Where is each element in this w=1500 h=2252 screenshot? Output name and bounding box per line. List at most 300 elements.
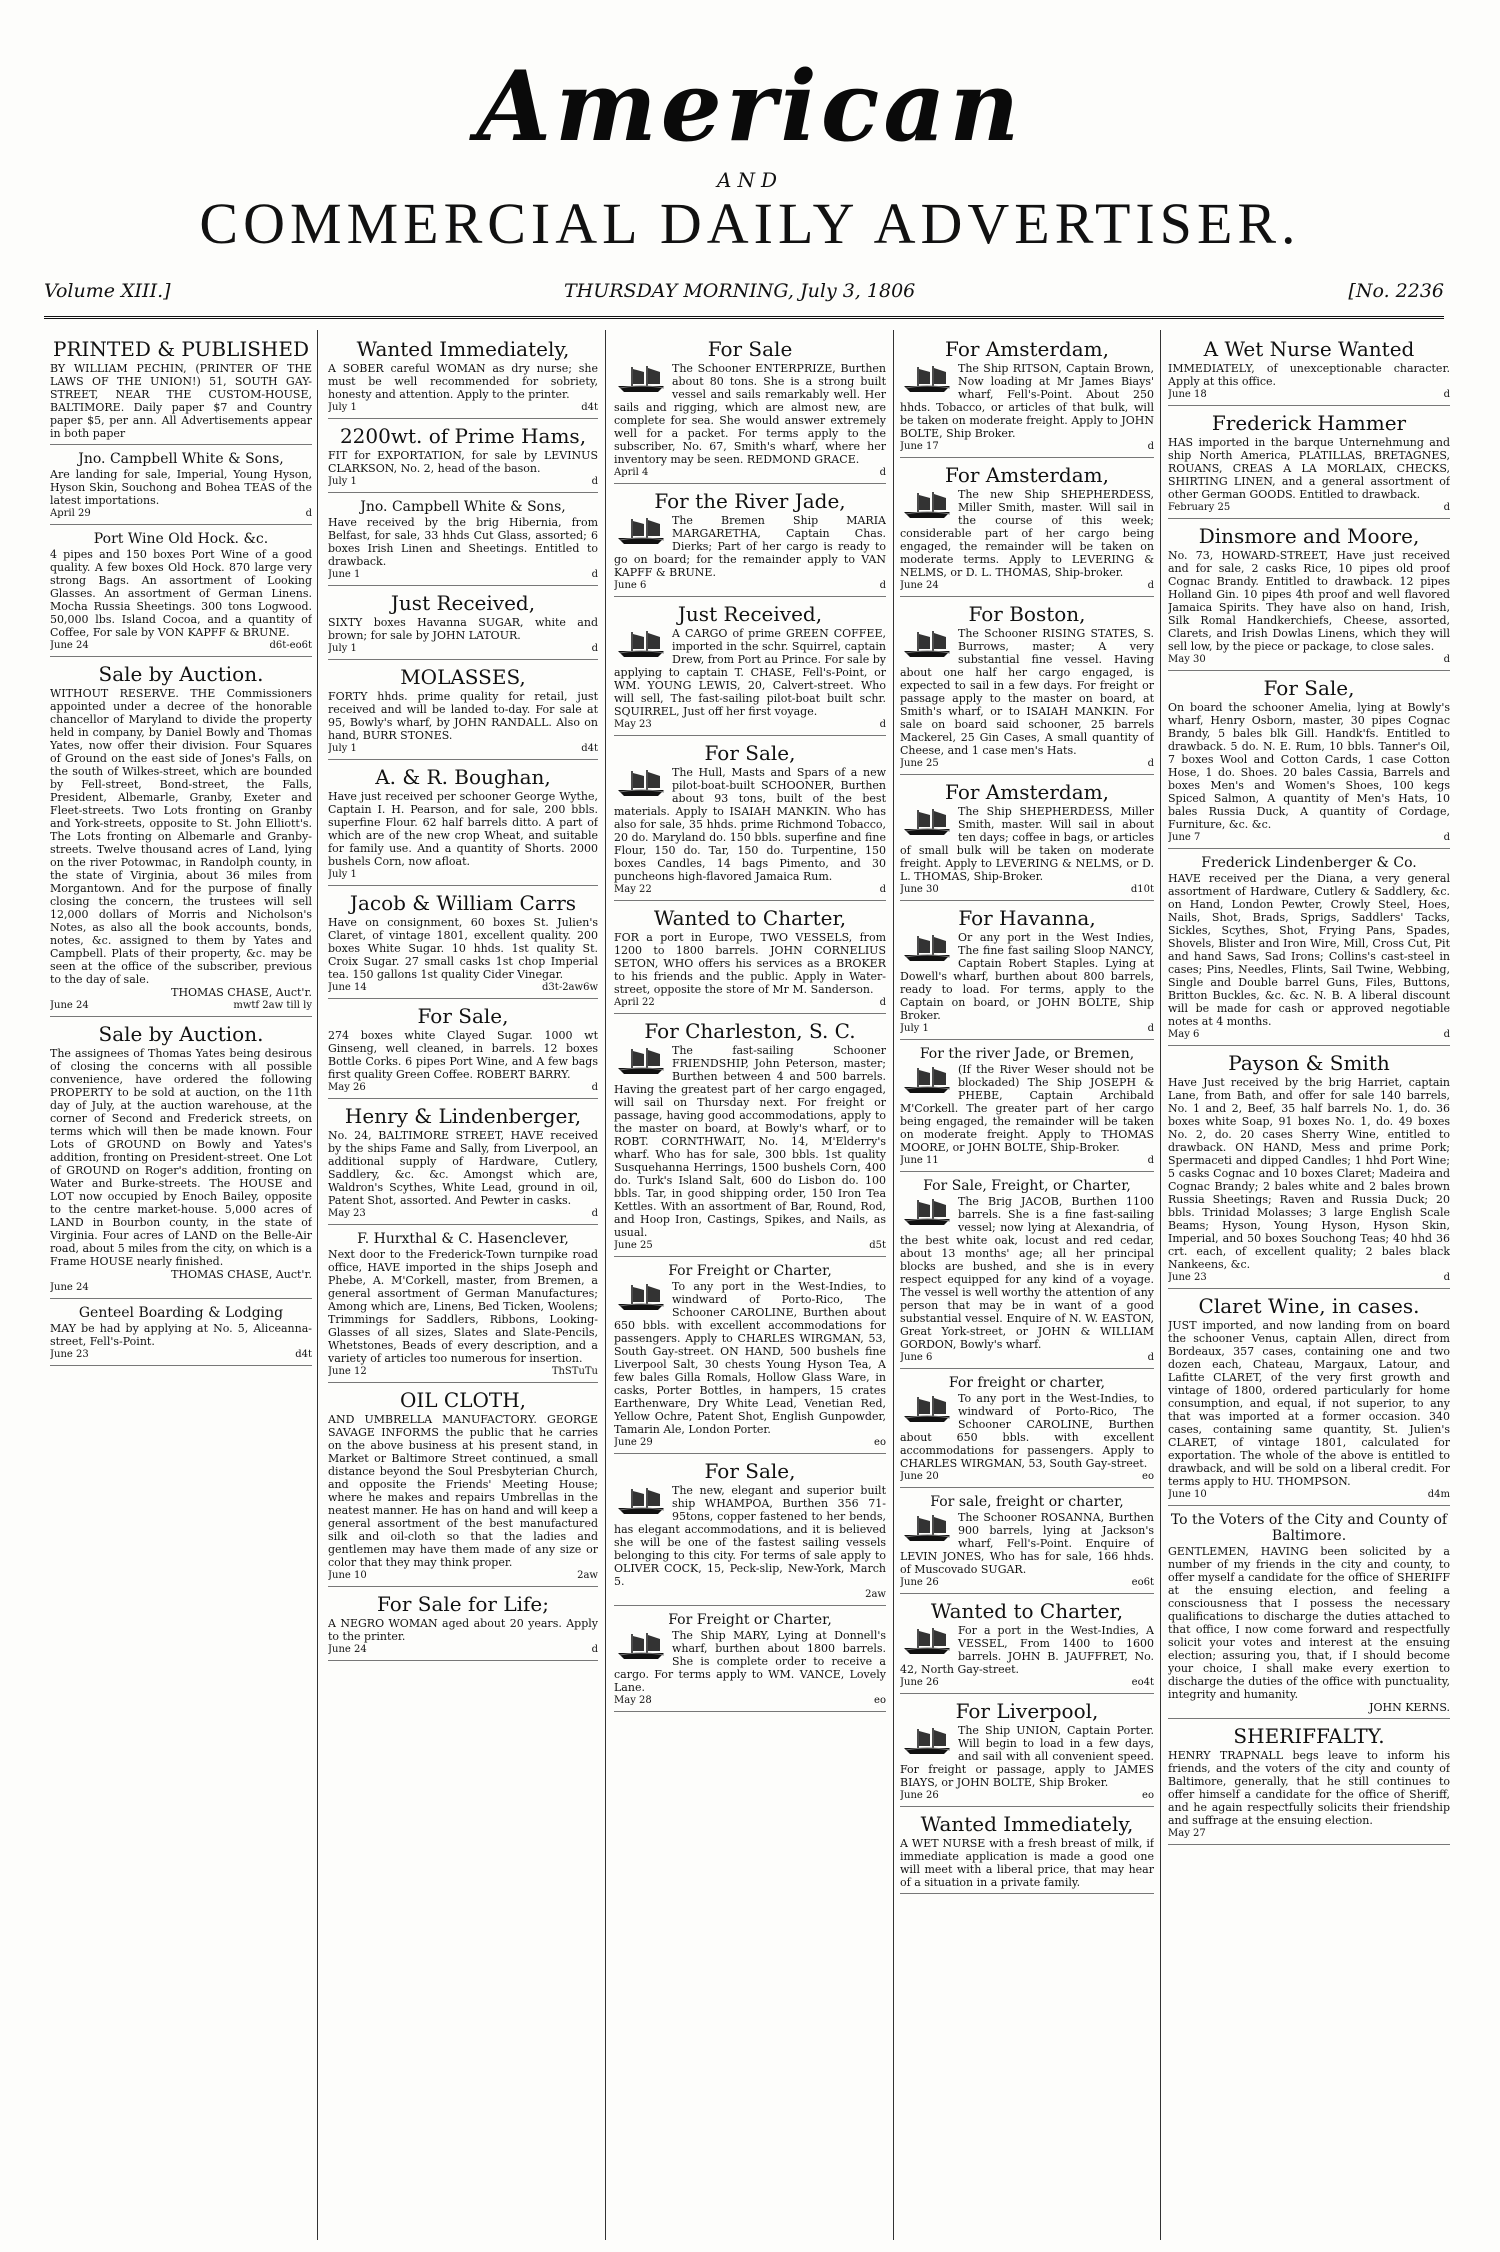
ad-heading: For Freight or Charter, xyxy=(668,1263,832,1279)
advertisement xyxy=(614,1263,886,1454)
ad-insertion-mark: d xyxy=(1147,1023,1154,1034)
advertisement xyxy=(328,1593,598,1661)
ad-date: June 6 xyxy=(614,580,647,591)
ad-footer xyxy=(1168,1827,1450,1840)
ship-icon xyxy=(614,364,668,394)
ad-insertion-mark: 2aw xyxy=(577,1570,598,1581)
ad-heading: For Sale, xyxy=(704,1459,796,1483)
column-rule xyxy=(1160,330,1161,2240)
advertisement xyxy=(50,1305,312,1366)
dateline xyxy=(44,278,1444,319)
advertisement xyxy=(614,338,886,484)
ad-date: May 23 xyxy=(328,1208,366,1219)
advertisement xyxy=(50,663,312,1017)
ad-footer xyxy=(50,999,312,1012)
ad-body: GENTLEMEN, HAVING been solicited by a number of my friends in the city and county, to offer myself a candidate for the office of SHERIFF at the ensuing election, and feeling a consciousness that I possess the necessary qualifications to discharge the duties attached to that office, I now come forward and respectfully solicit your votes and interest at the ensuing election; assuring you, that, if I should become your choice, I shall make every exertion to discharge the duties of the office with punctuality, integrity and humanity. xyxy=(1168,1545,1450,1701)
ad-date: June 26 xyxy=(900,1677,939,1688)
ad-heading: For Sale, xyxy=(1263,676,1355,700)
ad-footer xyxy=(1168,831,1450,844)
ad-heading: For the river Jade, or Bremen, xyxy=(919,1046,1135,1062)
advertisement xyxy=(50,338,312,445)
advertisement xyxy=(1168,412,1450,519)
ad-insertion-mark: d4t xyxy=(295,1349,312,1360)
advertisement xyxy=(900,603,1154,775)
ad-date: April 22 xyxy=(614,997,655,1008)
advertisement xyxy=(614,490,886,597)
ad-footer xyxy=(328,475,598,488)
ad-insertion-mark: d xyxy=(879,997,886,1008)
ad-date: June 10 xyxy=(328,1570,367,1581)
ad-body: BY WILLIAM PECHIN, (PRINTER OF THE LAWS OF THE UNION!) 51, SOUTH GAY-STREET, NEAR THE CUSTOM-HOUSE, BALTIMORE. Daily paper $7 and Country paper $5, per ann. All Advertisements appear in both paper xyxy=(50,362,312,440)
ad-heading: 2200wt. of Prime Hams, xyxy=(339,424,587,448)
ad-body: A WET NURSE with a fresh breast of milk, if immediate application is made a good one will meet with a liberal price, that may hear of a situation in a private family. xyxy=(900,1837,1154,1889)
advertisement xyxy=(1168,1725,1450,1845)
ad-footer xyxy=(50,507,312,520)
ad-heading: Frederick Lindenberger & Co. xyxy=(1201,855,1417,871)
ship-icon xyxy=(900,1394,954,1424)
ad-heading: Dinsmore and Moore, xyxy=(1198,524,1420,548)
ad-footer xyxy=(614,718,886,731)
ship-icon xyxy=(900,1197,954,1227)
ad-footer xyxy=(328,1207,598,1220)
ad-footer xyxy=(328,642,598,655)
ad-footer xyxy=(328,568,598,581)
ad-insertion-mark: d xyxy=(591,476,598,487)
ad-heading: Wanted to Charter, xyxy=(653,906,847,930)
advertisement xyxy=(328,425,598,493)
ad-heading: PRINTED & PUBLISHED xyxy=(52,337,310,361)
ad-insertion-mark: ThSTuTu xyxy=(551,1366,598,1377)
ad-signature: THOMAS CHASE, Auct'r. xyxy=(171,1268,312,1281)
masthead-subtitle: COMMERCIAL DAILY ADVERTISER. xyxy=(199,191,1301,256)
ad-body: SIXTY boxes Havanna SUGAR, white and brown; for sale by JOHN LATOUR. xyxy=(328,616,598,642)
ad-date: June 26 xyxy=(900,1790,939,1801)
ad-footer xyxy=(1168,1028,1450,1041)
ad-insertion-mark: d xyxy=(1443,654,1450,665)
ad-footer xyxy=(328,1365,598,1378)
ad-heading: Jno. Campbell White & Sons, xyxy=(78,451,284,467)
ship-icon xyxy=(614,768,668,798)
ship-icon xyxy=(900,807,954,837)
ad-date: June 7 xyxy=(1168,832,1201,843)
ad-body: The Ship RITSON, Captain Brown, Now loading at Mr James Biays' wharf, Fell's-Point. About 250 hhds. Tobacco, or articles of that bulk, will be taken on moderate freight. Apply to JOHN BOLTE, Ship Broker. xyxy=(900,362,1154,440)
ad-date: May 28 xyxy=(614,1695,652,1706)
ad-heading: For Sale, xyxy=(704,741,796,765)
ad-heading: OIL CLOTH, xyxy=(399,1388,527,1412)
ad-body: The Schooner RISING STATES, S. Burrows, master; A very substantial fine vessel. Having about one half her cargo engaged, is expected to sail in a few days. For freight or passage apply to the master on board, at Smith's wharf, or to ISAIAH MANKIN. For sale on board said schooner, 25 barrels Mackerel, 25 Gin Cases, A small quantity of Cheese, and 1 case men's Hats. xyxy=(900,627,1154,757)
ad-heading: MOLASSES, xyxy=(400,665,526,689)
advertisement xyxy=(900,338,1154,458)
ad-date: May 22 xyxy=(614,884,652,895)
advertisement xyxy=(1168,1295,1450,1506)
advertisement xyxy=(900,1494,1154,1594)
ad-heading: Frederick Hammer xyxy=(1211,411,1407,435)
ad-body: Have Just received by the brig Harriet, captain Lane, from Bath, and offer for sale 140 barrels, No. 1 and 2, Beef, 35 half barrels No. 1, do. 36 boxes white Soap, 91 boxes No. 1, do. 49 boxes No. 2, do. 20 cases Sherry Wine, entitled to drawback. ON HAND, Mess and prime Pork; Spermaceti and dipped Candles; 1 hhd Port Wine; 5 casks Cognac and 10 boxes Claret; Madeira and Cognac Brandy; 2 bales white and 2 bales brown Russia Sheetings; Raven and Russia Duck; 20 bbls. Trinidad Molasses; 3 large English Scale Beams; Hyson, Young Hyson, Hyson Skin, Imperial, and 50 boxes Souchong Teas; 40 hhd 36 crt. each, of excellent quality; 2 bales black Nankeens, &c. xyxy=(1168,1076,1450,1271)
ship-icon xyxy=(900,933,954,963)
column-3 xyxy=(614,336,886,2241)
ad-footer xyxy=(614,1436,886,1449)
ship-icon xyxy=(900,364,954,394)
ad-insertion-mark: eo xyxy=(874,1695,886,1706)
ad-heading: Payson & Smith xyxy=(1228,1051,1390,1075)
ad-date: April 29 xyxy=(50,508,91,519)
ad-body: Or any port in the West Indies, The fine fast sailing Sloop NANCY, Captain Robert Staples. Lying at Dowell's wharf, burthen about 800 barrels, ready to load. For terms, apply to the Captain on board, or JOHN BOLTE, Ship Broker. xyxy=(900,931,1154,1022)
ad-insertion-mark: mwtf 2aw till ly xyxy=(233,1000,312,1011)
ad-body: A NEGRO WOMAN aged about 20 years. Apply to the printer. xyxy=(328,1617,598,1643)
ad-date: June 24 xyxy=(50,1000,89,1011)
ad-insertion-mark: d xyxy=(879,580,886,591)
ad-body: 4 pipes and 150 boxes Port Wine of a good quality. A few boxes Old Hock. 870 large very strong Bags. An assortment of Looking Glasses. An assortment of German Linens. Mocha Russia Sheetings. 300 tons Logwood. 50,000 lbs. Island Cocoa, and a quantity of Coffee, For sale by VON KAPFF & BRUNE. xyxy=(50,548,312,639)
ad-date: June 25 xyxy=(614,1240,653,1251)
ad-heading: To the Voters of the City and County of Baltimore. xyxy=(1170,1512,1448,1544)
ad-body: Have just received per schooner George Wythe, Captain I. H. Pearson, and for sale, 200 bbls. superfine Flour. 62 half barrels ditto. A part of which are of the new crop Wheat, and suitable for family use. And a quantity of Shorts. 2000 bushels Corn, now afloat. xyxy=(328,790,598,868)
ad-body: To any port in the West-Indies, to windward of Porto-Rico, The Schooner CAROLINE, Burthen about 650 bbls. with excellent accommodations for passengers. Apply to CHARLES WIRGMAN, 53, South Gay-street. xyxy=(900,1392,1154,1470)
column-5 xyxy=(1168,336,1450,2241)
ad-date: May 30 xyxy=(1168,654,1206,665)
ship-icon xyxy=(900,490,954,520)
ad-date: June 29 xyxy=(614,1437,653,1448)
ad-body: No. 24, BALTIMORE STREET, HAVE received by the ships Fame and Sally, from Liverpool, an additional supply of Hardware, Cutlery, Saddlery, &c. &c. Amongst which are, Waldron's Scythes, White Lead, ground in oil, Patent Shot, assorted. And Pewter in casks. xyxy=(328,1129,598,1207)
ad-heading: Jacob & William Carrs xyxy=(349,891,577,915)
volume-number: Volume XIII.] xyxy=(44,280,171,302)
advertisement xyxy=(614,907,886,1014)
issue-number: [No. 2236 xyxy=(1348,280,1444,302)
ad-date: June 24 xyxy=(900,580,939,591)
ad-heading: For Sale, xyxy=(417,1004,509,1028)
ad-heading: For Sale, Freight, or Charter, xyxy=(923,1178,1131,1194)
ad-body: The Brig JACOB, Burthen 1100 barrels. She is a fine fast-sailing vessel; now lying at Alexandria, of the best white oak, locust and red cedar, about 13 months' age; all her principal blocks are bushed, and she is in every respect equipped for any kind of a voyage. The vessel is well worthy the attention of any person that may be in want of a good substantial vessel. Enquire of N. W. EASTON, Great York-street, or JOHN & WILLIAM GORDON, Bowly's wharf. xyxy=(900,1195,1154,1351)
ad-date: July 1 xyxy=(328,402,357,413)
advertisement xyxy=(328,1005,598,1099)
advertisement xyxy=(614,742,886,901)
ad-insertion-mark: d xyxy=(1147,580,1154,591)
ad-insertion-mark: d xyxy=(1147,1155,1154,1166)
ship-icon xyxy=(614,1631,668,1661)
masthead xyxy=(0,0,1500,270)
ad-insertion-mark: eo xyxy=(1142,1471,1154,1482)
ad-insertion-mark: d xyxy=(305,508,312,519)
ad-date: May 26 xyxy=(328,1082,366,1093)
ad-footer xyxy=(328,868,598,881)
advertisement xyxy=(50,451,312,525)
ad-insertion-mark: 2aw xyxy=(865,1589,886,1600)
ad-insertion-mark: d4t xyxy=(581,743,598,754)
ad-date: June 10 xyxy=(1168,1489,1207,1500)
ad-heading: For Amsterdam, xyxy=(945,337,1109,361)
advertisement xyxy=(614,1020,886,1257)
ad-date: June 20 xyxy=(900,1471,939,1482)
ad-date: June 17 xyxy=(900,441,939,452)
ad-body: The assignees of Thomas Yates being desirous of closing the concerns with all possible convenience, have ordered the following PROPERTY to be sold at auction, on the 11th day of July, at the auction warehouse, at the corner of Second and Frederick streets, on terms which will then be made known. Four Lots of GROUND on Bowly and Yates's addition, fronting on President-street. One Lot of GROUND on Roger's addition, fronting on Water and Burke-streets. The HOUSE and LOT now occupied by Enoch Bailey, opposite to the centre market-house. 5,000 acres of LAND in Bourbon county, in the state of Virginia. Four acres of LAND on the Belle-Air road, about 5 miles from the city, on which is a Frame HOUSE nearly finished. xyxy=(50,1047,312,1268)
masthead-and: AND xyxy=(717,168,783,192)
ad-footer xyxy=(328,1643,598,1656)
advertisement xyxy=(900,1813,1154,1894)
ad-date: July 1 xyxy=(900,1023,929,1034)
ad-footer xyxy=(1168,653,1450,666)
ad-heading: For Charleston, S. C. xyxy=(644,1019,856,1043)
column-2 xyxy=(328,336,598,2241)
ad-body: The Bremen Ship MARIA MARGARETHA, Captain Chas. Dierks; Part of her cargo is ready to go on board; for the remainder apply to VAN KAPFF & BRUNE. xyxy=(614,514,886,579)
ad-body: IMMEDIATELY, of unexceptionable character. Apply at this office. xyxy=(1168,362,1450,388)
ad-date: June 24 xyxy=(50,1282,89,1293)
ad-footer xyxy=(328,1081,598,1094)
ad-body: The new Ship SHEPHERDESS, Miller Smith, master. Will sail in the course of this week; considerable part of her cargo being engaged, the remainder will be taken on moderate terms. Apply to LEVERING & NELMS, or D. L. THOMAS, Ship-broker. xyxy=(900,488,1154,579)
ad-insertion-mark: d xyxy=(1443,1272,1450,1283)
ad-heading: Wanted Immediately, xyxy=(920,1812,1134,1836)
ad-heading: F. Hurxthal & C. Hasenclever, xyxy=(357,1231,569,1247)
ad-footer xyxy=(328,742,598,755)
ad-footer xyxy=(50,639,312,652)
ad-footer xyxy=(900,1676,1154,1689)
ad-date: July 1 xyxy=(328,476,357,487)
advertisement xyxy=(900,781,1154,901)
ad-body: FIT for EXPORTATION, for sale by LEVINUS CLARKSON, No. 2, head of the bason. xyxy=(328,449,598,475)
ship-icon xyxy=(614,1282,668,1312)
ad-date: June 26 xyxy=(900,1577,939,1588)
ad-heading: Port Wine Old Hock. &c. xyxy=(93,531,269,547)
ad-insertion-mark: d3t-2aw6w xyxy=(542,982,598,993)
ad-footer xyxy=(614,1588,886,1601)
column-rule xyxy=(317,330,318,2240)
ad-heading: For Amsterdam, xyxy=(945,463,1109,487)
advertisement xyxy=(328,766,598,886)
advertisement xyxy=(328,1231,598,1383)
ad-insertion-mark: d xyxy=(1147,441,1154,452)
ad-date: June 24 xyxy=(328,1644,367,1655)
column-4 xyxy=(900,336,1154,2241)
ad-insertion-mark: d xyxy=(879,884,886,895)
ad-insertion-mark: d xyxy=(1147,1352,1154,1363)
ad-insertion-mark: d6t-eo6t xyxy=(269,640,312,651)
ad-date: June 6 xyxy=(900,1352,933,1363)
advertisement xyxy=(614,1612,886,1712)
ship-icon xyxy=(900,1065,954,1095)
ad-body: For a port in the West-Indies, A VESSEL, From 1400 to 1600 barrels. JOHN B. JAUFFRET, No. 42, North Gay-street. xyxy=(900,1624,1154,1676)
ad-footer xyxy=(614,579,886,592)
ad-footer xyxy=(614,996,886,1009)
advertisement xyxy=(1168,338,1450,406)
ad-date: May 27 xyxy=(1168,1828,1206,1839)
ad-insertion-mark: d xyxy=(1443,1029,1450,1040)
advertisement xyxy=(328,1389,598,1587)
ad-footer xyxy=(614,883,886,896)
ship-icon xyxy=(614,1486,668,1516)
ad-date: June 1 xyxy=(328,569,361,580)
ad-footer xyxy=(614,466,886,479)
ad-footer xyxy=(1168,388,1450,401)
advertisement xyxy=(328,892,598,999)
advertisement xyxy=(328,1105,598,1225)
ad-body: Are landing for sale, Imperial, Young Hyson, Hyson Skin, Souchong and Bohea TEAS of the latest importations. xyxy=(50,468,312,507)
ad-date: June 30 xyxy=(900,884,939,895)
ad-date: June 23 xyxy=(1168,1272,1207,1283)
ad-insertion-mark: eo xyxy=(874,1437,886,1448)
column-rule xyxy=(605,330,606,2240)
ad-body: AND UMBRELLA MANUFACTORY. GEORGE SAVAGE INFORMS the public that he carries on the above business at his present stand, in Market or Baltimore Street continued, a small distance beyond the Soul Presbyterian Church, and opposite the Friends' Meeting House; where he makes and repairs Umbrellas in the neatest manner. He has on hand and will keep a general assortment of the best manufactured silk and oil-cloth so that the ladies and gentlemen may have them made of any size or color that they may think proper. xyxy=(328,1413,598,1569)
ad-date: June 14 xyxy=(328,982,367,993)
ad-heading: For the River Jade, xyxy=(654,489,846,513)
ad-insertion-mark: d xyxy=(1443,502,1450,513)
ad-body: A SOBER careful WOMAN as dry nurse; she must be well recommended for sobriety, honesty and attention. Apply to the printer. xyxy=(328,362,598,401)
ad-footer xyxy=(614,1239,886,1252)
ad-insertion-mark: d4m xyxy=(1427,1489,1450,1500)
ad-insertion-mark: eo4t xyxy=(1131,1677,1154,1688)
ad-date: June 23 xyxy=(50,1349,89,1360)
ad-signature: JOHN KERNS. xyxy=(1369,1701,1450,1714)
ad-body: No. 73, HOWARD-STREET, Have just received and for sale, 2 casks Rice, 10 pipes old proof Cognac Brandy. Entitled to drawback. 12 pipes Holland Gin. 10 pipes 4th proof and well flavored Jamaica Spirits. They have also on hand, Irish, Silk Romal Handkerchiefs, Cheese, assorted, Clarets, and Irish Dowlas Linens, which they will sell low, by the piece or package, to close sales. xyxy=(1168,549,1450,653)
advertisement xyxy=(1168,677,1450,849)
ad-body: The new, elegant and superior built ship WHAMPOA, Burthen 356 71-95tons, copper fastened to her bends, has elegant accommodations, and it is believed she will be one of the fastest sailing vessels belonging to this city. For terms of sale apply to OLIVER COCK, 15, Peck-slip, New-York, March 5. xyxy=(614,1484,886,1588)
ad-heading: For Freight or Charter, xyxy=(668,1612,832,1628)
ad-insertion-mark: d xyxy=(591,643,598,654)
advertisement xyxy=(328,592,598,660)
advertisement xyxy=(900,464,1154,597)
ad-insertion-mark: d xyxy=(591,1208,598,1219)
ad-heading: Wanted to Charter, xyxy=(930,1599,1124,1623)
ad-insertion-mark: d xyxy=(879,467,886,478)
ad-footer xyxy=(1168,1488,1450,1501)
ad-body: JUST imported, and now landing from on board the schooner Venus, captain Allen, direct from Bordeaux, 357 cases, containing one and two dozen each, Chateau, Margaux, Latour, and Lafitte CLARET, of the very first growth and vintage of 1800, ordered particularly for home consumption, and equal, if not superior, to any that was imported at a former occasion. 340 cases, containing same quantity, St. Julien's CLARET, of vintage 1801, calculated for exportation. The whole of the above is entitled to drawback, and will be sold on a liberal credit. For terms apply to HU. THOMPSON. xyxy=(1168,1319,1450,1488)
advertisement xyxy=(900,1375,1154,1488)
ad-insertion-mark: d xyxy=(1443,832,1450,843)
ad-body: FORTY hhds. prime quality for retail, just received and will be landed to-day. For sale at 95, Bowly's wharf, by JOHN RANDALL. Also on hand, BURR STONES. xyxy=(328,690,598,742)
ad-date: May 6 xyxy=(1168,1029,1200,1040)
ad-insertion-mark: eo6t xyxy=(1131,1577,1154,1588)
ad-heading: Just Received, xyxy=(390,591,536,615)
ad-date: June 25 xyxy=(900,758,939,769)
ad-date: April 4 xyxy=(614,467,649,478)
ship-icon xyxy=(614,629,668,659)
ad-body: The Schooner ROSANNA, Burthen 900 barrels, lying at Jackson's wharf, Fell's-Point. Enquire of LEVIN JONES, Who has for sale, 166 hhds. of Muscovado SUGAR. xyxy=(900,1511,1154,1576)
ad-insertion-mark: d xyxy=(1443,389,1450,400)
ad-insertion-mark: d10t xyxy=(1130,884,1154,895)
advertisement xyxy=(900,1600,1154,1694)
advertisement xyxy=(1168,525,1450,671)
ship-icon xyxy=(900,1626,954,1656)
advertisement xyxy=(328,666,598,760)
ad-footer xyxy=(900,757,1154,770)
ad-heading: For Sale xyxy=(707,337,793,361)
issue-date: THURSDAY MORNING, July 3, 1806 xyxy=(564,280,916,302)
ad-body: The fast-sailing Schooner FRIENDSHIP, John Peterson, master; Burthen between 4 and 500 barrels. Having the greatest part of her cargo engaged, will sail on Thursday next. For freight or passage, having good accommodations, apply to the master on board, at Bowly's wharf, or to ROBT. CORNTHWAIT, No. 14, M'Elderry's wharf. Who has for sale, 300 bbls. 1st quality Susquehanna Herrings, 1500 bushels Corn, 400 do. Turk's Island Salt, 600 do Lisbon do. 100 bbls. Tar, in good shipping order, 150 Iron Tea Kettles. With an assortment of Bar, Round, Rod, and Hoop Iron, Castings, Spikes, and Nails, as usual. xyxy=(614,1044,886,1239)
ad-footer xyxy=(900,1154,1154,1167)
ad-body: The Ship UNION, Captain Porter. Will begin to load in a few days, and sail with all convenient speed. For freight or passage, apply to JAMES BIAYS, or JOHN BOLTE, Ship Broker. xyxy=(900,1724,1154,1789)
advertisement xyxy=(900,907,1154,1040)
ad-insertion-mark: d xyxy=(1147,758,1154,769)
ad-heading: For Boston, xyxy=(968,602,1086,626)
ship-icon xyxy=(614,1046,668,1076)
ad-body: Have received by the brig Hibernia, from Belfast, for sale, 33 hhds Cut Glass, assorted; 6 boxes Irish Linen and Sheetings. Entitled to drawback. xyxy=(328,516,598,568)
ad-footer xyxy=(328,981,598,994)
ad-heading: Henry & Lindenberger, xyxy=(344,1104,582,1128)
ad-heading: For sale, freight or charter, xyxy=(930,1494,1124,1510)
ad-body: WITHOUT RESERVE. THE Commissioners appointed under a decree of the honorable chancellor of Maryland to divide the property held in company, by Daniel Bowly and Thomas Yates, now offer their division. Four Squares of Ground on the east side of Jones's Falls, on the south of Wilkes-street, which are bounded by Fell-street, Bond-street, the Falls, President, Albemarle, Granby, Exeter and Fleet-streets. Two Lots fronting on Granby and York-streets, opposite to St. John Elliott's. The Lots fronting on Albemarle and Granby-streets. Twelve thousand acres of Land, lying on the river Potowmac, in Randolph county, in the state of Virginia, about 36 miles from Morgantown. And for the purpose of finally closing the concern, the trustees will sell 12,000 dollars of Morris and Nicholson's Notes, as also all the book accounts, bonds, notes, &c. assigned to them by Yates and Campbell. Plats of their property, &c. may be seen at the office of the subscriber, previous to the day of sale. xyxy=(50,687,312,986)
ad-footer xyxy=(900,440,1154,453)
advertisement xyxy=(614,603,886,736)
ad-footer xyxy=(900,1789,1154,1802)
ad-body: The Ship MARY, Lying at Donnell's wharf, burthen about 1800 barrels. She is complete order to receive a cargo. For terms apply to WM. VANCE, Lovely Lane. xyxy=(614,1629,886,1694)
ad-footer xyxy=(1168,501,1450,514)
ad-insertion-mark: d xyxy=(591,1082,598,1093)
ship-icon xyxy=(900,629,954,659)
advertisement xyxy=(50,531,312,657)
advertisement xyxy=(1168,1052,1450,1289)
ad-heading: For Amsterdam, xyxy=(945,780,1109,804)
ad-body: HAVE received per the Diana, a very general assortment of Hardware, Cutlery & Saddlery, &c. on Hand, London Pewter, Crowly Steel, Hoes, Nails, Shot, Brads, Sprigs, Saddlers' Tacks, Sickles, Scythes, Shot, Frying Pans, Spades, Shovels, Blister and Iron Wire, Mill, Cross Cut, Pit and hand Saws, Sad Irons; Collins's cast-steel in cases; Pins, Needles, Flints, Sail Twine, Webbing, Single and Double barrel Guns, Files, Buttons, Britton Buckles, &c. &c. N. B. A liberal discount will be made for cash or approved negotiable notes at 4 months. xyxy=(1168,872,1450,1028)
ad-footer xyxy=(900,1470,1154,1483)
ad-heading: SHERIFFALTY. xyxy=(1233,1724,1385,1748)
ad-body: To any port in the West-Indies, to windward of Porto-Rico, The Schooner CAROLINE, Burthen about 650 bbls. with excellent accommodations for passengers. Apply to CHARLES WIRGMAN, 53, South Gay-street. ON HAND, 500 bushels fine Liverpool Salt, 30 chests Young Hyson Tea, A few bales Gilla Romals, Hollow Glass Ware, in casks, Porter Bottles, in hampers, 15 crates Earthenware, Dry White Lead, Venetian Red, Yellow Ochre, Patent Shot, English Gunpowder, Tamarin Ale, London Porter. xyxy=(614,1280,886,1436)
ad-date: July 1 xyxy=(328,643,357,654)
advertisement xyxy=(50,1023,312,1299)
ad-heading: Sale by Auction. xyxy=(98,662,264,686)
ad-heading: Sale by Auction. xyxy=(98,1022,264,1046)
ad-heading: For Liverpool, xyxy=(955,1699,1099,1723)
ad-body: The Ship SHEPHERDESS, Miller Smith, master. Will sail in about ten days; coffee in bags, or articles of small bulk will be taken on moderate freight. Apply to LEVERING & NELMS, or D. L. THOMAS, Ship-Broker. xyxy=(900,805,1154,883)
ad-heading: For Havanna, xyxy=(958,906,1096,930)
advertisement xyxy=(1168,1512,1450,1719)
ad-date: June 18 xyxy=(1168,389,1207,400)
advertisement xyxy=(900,1700,1154,1807)
ad-date: May 23 xyxy=(614,719,652,730)
ad-heading: Just Received, xyxy=(677,602,823,626)
ad-footer xyxy=(900,1351,1154,1364)
ad-footer xyxy=(614,1694,886,1707)
ad-insertion-mark: d xyxy=(591,569,598,580)
ad-insertion-mark: eo xyxy=(1142,1790,1154,1801)
ad-body: A CARGO of prime GREEN COFFEE, imported in the schr. Squirrel, captain Drew, from Port au Prince. For sale by applying to captain T. CHASE, Fell's-Point, or WM. YOUNG LEWIS, 20, Calvert-street. Who will sell, The fast-sailing pilot-boat built schr. SQUIRREL, Just off her first voyage. xyxy=(614,627,886,718)
ad-body: MAY be had by applying at No. 5, Aliceanna-street, Fell's-Point. xyxy=(50,1322,312,1348)
ad-body: (If the River Weser should not be blockaded) The Ship JOSEPH & PHEBE, Captain Archibald M'Corkell. The greater part of her cargo being engaged, the remainder will be taken on moderate freight. Apply to THOMAS MOORE, or JOHN BOLTE, Ship-Broker. xyxy=(900,1063,1154,1154)
ad-insertion-mark: d5t xyxy=(869,1240,886,1251)
ad-heading: Jno. Campbell White & Sons, xyxy=(360,499,566,515)
ad-footer xyxy=(900,1022,1154,1035)
advertisement xyxy=(1168,855,1450,1046)
ad-footer xyxy=(50,1348,312,1361)
ad-footer xyxy=(328,1569,598,1582)
advertisement xyxy=(900,1178,1154,1369)
ad-heading: For freight or charter, xyxy=(948,1375,1106,1391)
ship-icon xyxy=(900,1513,954,1543)
column-rule xyxy=(893,330,894,2240)
advertisement xyxy=(900,1046,1154,1172)
advertisement xyxy=(328,338,598,419)
column-1 xyxy=(50,336,312,2241)
advertisement xyxy=(614,1460,886,1606)
ship-icon xyxy=(614,516,668,546)
ad-heading: For Sale for Life; xyxy=(377,1592,549,1616)
ad-body: On board the schooner Amelia, lying at Bowly's wharf, Henry Osborn, master, 30 pipes Cognac Brandy, 5 bales blk Gill. Handk'fs. Entitled to drawback. 5 do. N. E. Rum, 10 bbls. Tanner's Oil, 7 boxes Wool and Cotton Cards, 1 case Cotton Hose, 1 do. Shoes. 20 bales Cassia, Barrels and boxes Men's and Women's Shoes, 100 kegs Spiced Salmon, A quantity of Men's Hats, 10 bales Russia Duck, A quantity of Cordage, Furniture, &c. &c. xyxy=(1168,701,1450,831)
ad-footer xyxy=(1168,1271,1450,1284)
ad-body: Next door to the Frederick-Town turnpike road office, HAVE imported in the ships Joseph and Phebe, A. M'Corkell, master, from Bremen, a general assortment of German Manufactures; Among which are, Linens, Bed Ticken, Woolens; Trimmings for Saddlers, Ribbons, Looking-Glasses of all sizes, Slates and Slate-Pencils, Whetstones, Beads of every description, and a variety of articles too numerous for insertion. xyxy=(328,1248,598,1365)
ad-date: June 12 xyxy=(328,1366,367,1377)
ad-heading: A Wet Nurse Wanted xyxy=(1203,337,1415,361)
ad-body: The Hull, Masts and Spars of a new pilot-boat-built SCHOONER, Burthen about 93 tons, built of the best materials. Apply to ISAIAH MANKIN. Who has also for sale, 35 hhds. prime Richmond Tobacco, 20 do. Maryland do. 150 bbls. superfine and fine Flour, 150 do. Tar, 150 do. Turpentine, 150 boxes Candles, 14 bags Pimento, and 30 puncheons high-flavored Jamaica Rum. xyxy=(614,766,886,883)
ad-heading: Claret Wine, in cases. xyxy=(1198,1294,1420,1318)
ad-date: June 11 xyxy=(900,1155,939,1166)
ad-footer xyxy=(50,1281,312,1294)
ad-body: Have on consignment, 60 boxes St. Julien's Claret, of vintage 1801, excellent quality. 200 boxes White Sugar. 10 hhds. 1st quality St. Croix Sugar. 27 small casks 1st chop Imperial tea. 150 gallons 1st quality Cider Vinegar. xyxy=(328,916,598,981)
ad-insertion-mark: d xyxy=(591,1644,598,1655)
ad-signature: THOMAS CHASE, Auct'r. xyxy=(171,986,312,999)
ad-heading: Wanted Immediately, xyxy=(356,337,570,361)
ad-date: July 1 xyxy=(328,743,357,754)
ad-heading: Genteel Boarding & Lodging xyxy=(78,1305,284,1321)
ad-body: HENRY TRAPNALL begs leave to inform his friends, and the voters of the city and county of Baltimore, generally, that he still continues to offer himself a candidate for the office of Sheriff, and he again respectfully solicits their friendship and suffrage at the ensuing election. xyxy=(1168,1749,1450,1827)
ad-date: June 24 xyxy=(50,640,89,651)
ad-date: February 25 xyxy=(1168,502,1231,513)
ad-footer xyxy=(900,883,1154,896)
